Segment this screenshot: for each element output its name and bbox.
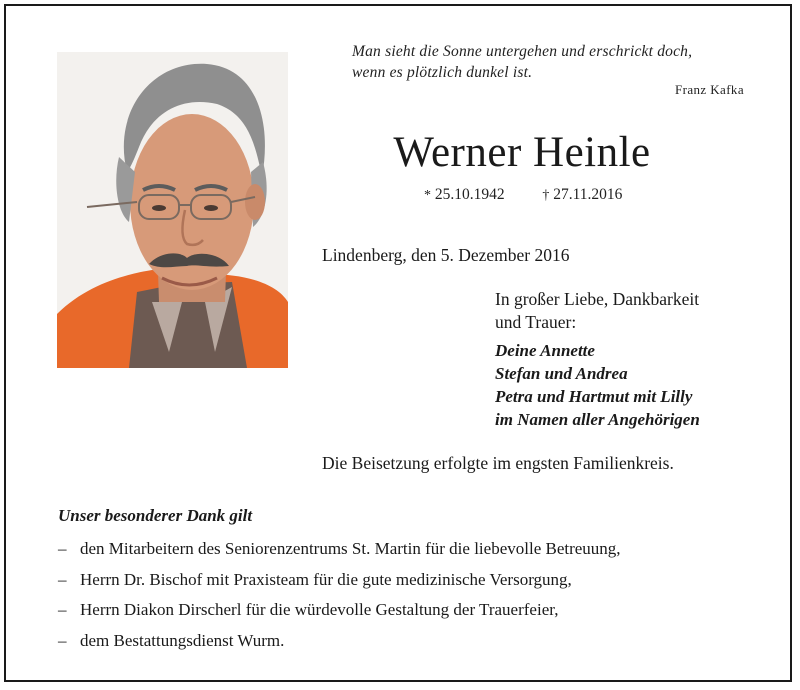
- birth-star-icon: *: [424, 188, 431, 203]
- thanks-item-text: dem Bestattungsdienst Wurm.: [80, 630, 285, 650]
- mourning-text: [495, 288, 699, 334]
- thanks-item: [58, 631, 621, 662]
- place-and-date: Lindenberg, den 5. Dezember 2016: [322, 245, 570, 265]
- mourner-name: Stefan und Andrea: [495, 364, 628, 383]
- burial-note: Die Beisetzung erfolgte im engsten Familienkreis.: [322, 453, 674, 473]
- thanks-item: [58, 539, 621, 570]
- deceased-name: Werner Heinle: [393, 129, 651, 176]
- dash-icon: –: [58, 539, 67, 558]
- mourner-name: Deine Annette: [495, 341, 595, 360]
- mourner-name: Petra und Hartmut mit Lilly: [495, 387, 693, 406]
- thanks-item-text: Herrn Dr. Bischof mit Praxisteam für die gute medizinische Versorgung,: [80, 569, 572, 589]
- kafka-quote: [352, 41, 744, 83]
- death-date: 27.11.2016: [553, 186, 623, 203]
- dash-icon: –: [58, 630, 67, 650]
- portrait-photo: [57, 52, 288, 368]
- mourner-name: im Namen aller Angehörigen: [495, 410, 700, 429]
- death-cross-icon: †: [542, 188, 550, 203]
- thanks-item: [58, 570, 621, 601]
- mourners-list: [495, 339, 700, 431]
- thanks-item-text: Herrn Diakon Dirscherl für die würdevolle Gestaltung der Trauerfeier,: [80, 600, 559, 619]
- dash-icon: –: [58, 569, 67, 589]
- life-dates: [424, 186, 622, 204]
- thanks-heading: Unser besonderer Dank gilt: [58, 506, 253, 525]
- portrait-illustration: [57, 52, 288, 368]
- mourning-line-1: In großer Liebe, Dankbarkeit: [495, 289, 700, 309]
- quote-line-1: Man sieht die Sonne untergehen und erschrickt doch,: [352, 43, 693, 60]
- quote-author: Franz Kafka: [674, 82, 744, 97]
- dash-icon: –: [58, 600, 67, 619]
- mourning-line-2: und Trauer:: [495, 312, 577, 332]
- quote-line-2: wenn es plötzlich dunkel ist.: [352, 64, 533, 81]
- thanks-list: [58, 539, 621, 661]
- birth-date: 25.10.1942: [434, 186, 505, 203]
- thanks-item: [58, 600, 621, 631]
- thanks-item-text: den Mitarbeitern des Seniorenzentrums St. Martin für die liebevolle Betreuung,: [80, 539, 621, 558]
